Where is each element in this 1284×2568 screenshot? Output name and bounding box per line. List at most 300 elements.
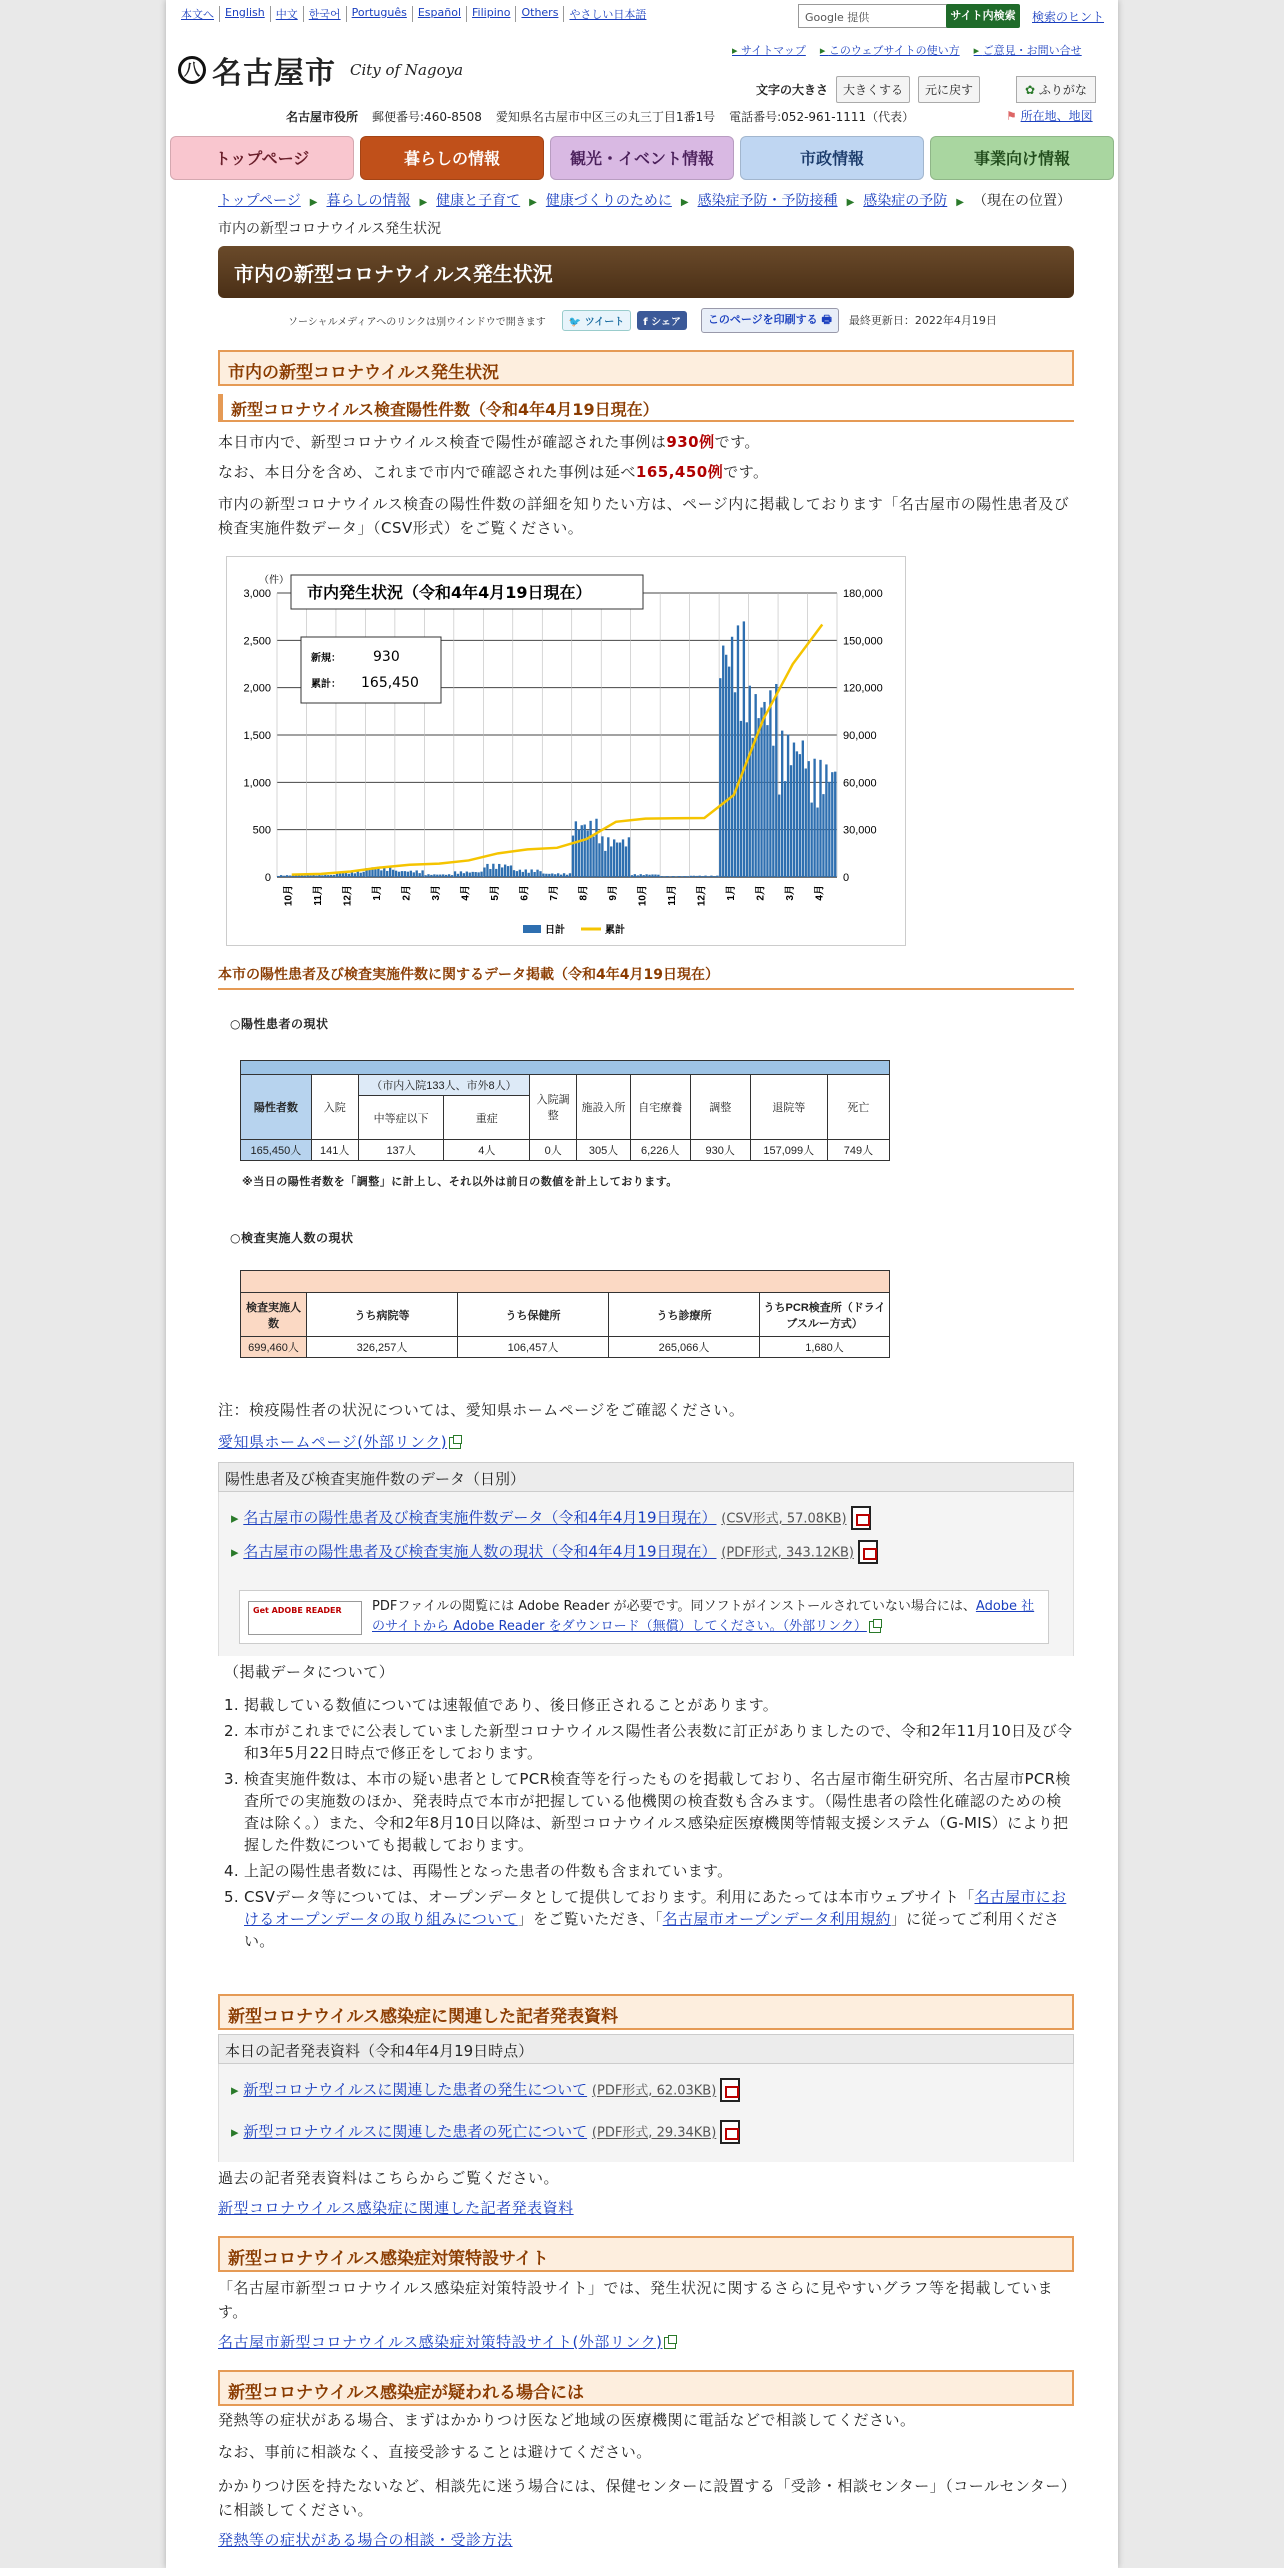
daily-bar: [669, 876, 671, 877]
language-links: [176, 6, 651, 22]
p2a: なお、本日分を含め、これまで市内で確認された事例は延べ: [218, 463, 636, 481]
print-label: このページを印刷する: [707, 312, 818, 326]
section-heading-special: 新型コロナウイルス感染症対策特設サイト: [218, 2236, 1074, 2272]
x-tick-label: 1月: [372, 885, 384, 901]
status-table-wrap: [240, 1060, 890, 1161]
nav-tab-0[interactable]: トップページ: [170, 136, 354, 180]
tests-table-wrap: [240, 1270, 890, 1358]
font-larger-button[interactable]: 大きくする: [836, 76, 910, 103]
daily-bar: [321, 875, 323, 877]
daily-bar: [704, 876, 706, 877]
daily-bar: [566, 875, 568, 877]
press-file2-label: 新型コロナウイルスに関連した患者の死亡について: [243, 2122, 588, 2141]
daily-bar: [645, 874, 647, 877]
daily-bar: [551, 873, 553, 877]
furigana-icon: ✿: [1025, 83, 1036, 97]
y-tick-right: 90,000: [843, 730, 877, 742]
status-value: 0人: [530, 1140, 577, 1161]
daily-bar: [286, 875, 288, 877]
daily-bar: [507, 866, 509, 877]
location-link[interactable]: [1006, 107, 1093, 124]
daily-bar: [701, 876, 703, 877]
special-site-link[interactable]: [218, 2330, 1074, 2354]
office-name: 名古屋市役所: [286, 110, 359, 124]
daily-bar: [545, 874, 547, 877]
daily-bar: [539, 871, 541, 877]
breadcrumb: [218, 188, 1078, 243]
p1a: 本日市内で、新型コロナウイルス検査で陽性が確認された事例は: [218, 433, 667, 451]
x-tick-label: 7月: [549, 885, 560, 901]
daily-bar: [410, 871, 412, 877]
get-adobe-reader-badge[interactable]: [248, 1601, 362, 1635]
global-nav: [170, 136, 1114, 180]
daily-bar: [787, 735, 789, 877]
th-positive: 陽性者数: [241, 1075, 312, 1140]
daily-bar: [454, 871, 456, 877]
status-value: 165,450人: [241, 1140, 312, 1161]
daily-bar: [734, 692, 736, 877]
notes-list: [218, 1694, 1074, 1956]
daily-bar: [743, 621, 745, 877]
x-tick-label: 2月: [401, 885, 413, 901]
daily-bar: [421, 870, 423, 877]
language-link[interactable]: 本文へ: [176, 6, 220, 22]
daily-bar: [575, 821, 577, 877]
daily-bar: [781, 731, 783, 877]
facebook-share-button[interactable]: [637, 311, 687, 330]
notes-title: （掲載データについて）: [224, 1663, 395, 1681]
office-phone: 電話番号:052-961-1111（代表）: [729, 110, 915, 124]
font-reset-button[interactable]: 元に戻す: [918, 76, 980, 103]
language-link[interactable]: English: [220, 6, 271, 22]
x-tick-label: 5月: [490, 885, 502, 901]
page-title: 市内の新型コロナウイルス発生状況: [218, 246, 1074, 298]
y-tick-left: 3,000: [243, 588, 271, 600]
special-text: 「名古屋市新型コロナウイルス感染症対策特設サイト」では、発生状況に関するさらに見やすいグラフ等を掲載しています。: [218, 2279, 1054, 2321]
daily-bar: [610, 846, 612, 877]
daily-bar: [548, 874, 550, 877]
language-link[interactable]: やさしい日本語: [569, 8, 647, 21]
legend-label-cumulative: 累計: [605, 925, 625, 936]
daily-bar: [719, 678, 721, 877]
office-address: 愛知県名古屋市中区三の丸三丁目1番1号: [495, 110, 716, 124]
note-item: [244, 1886, 1074, 1952]
daily-bar: [598, 843, 600, 877]
th-moderate: 中等症以下: [358, 1096, 444, 1140]
search-placeholder: Google 提供: [805, 11, 870, 24]
daily-bar: [304, 876, 306, 877]
aichi-link-label: 愛知県ホームページ(外部リンク): [218, 1433, 448, 1451]
breadcrumb-link[interactable]: 感染症予防・予防接種: [697, 193, 838, 209]
daily-bar: [728, 667, 730, 877]
x-tick-label: 3月: [784, 885, 796, 901]
daily-bar: [324, 875, 326, 877]
last-updated: 最終更新日：2022年4月19日: [848, 314, 997, 327]
daily-bar: [554, 874, 556, 877]
daily-bar: [604, 851, 606, 877]
language-link[interactable]: Português: [347, 6, 413, 22]
consultation-link[interactable]: 発熱等の症状がある場合の相談・受診方法: [218, 2531, 513, 2549]
tests-title: ○検査実施人数の現状: [230, 1231, 354, 1245]
new-value: 930: [373, 649, 400, 665]
daily-bar: [489, 869, 491, 877]
sitemap-link[interactable]: ▸ サイトマップ: [732, 42, 806, 58]
daily-bar: [657, 875, 659, 877]
search-input[interactable]: [798, 4, 948, 28]
daily-bar: [678, 876, 680, 877]
x-tick-label: 1月: [725, 885, 737, 901]
x-tick-label: 4月: [814, 885, 826, 901]
daily-bar: [693, 876, 695, 877]
daily-bar: [483, 867, 485, 877]
daily-bar: [433, 874, 435, 877]
nav-tab-2[interactable]: 観光・イベント情報: [550, 136, 734, 180]
print-button[interactable]: [701, 308, 839, 333]
daily-bar: [354, 873, 356, 877]
th-tests-clinic: うち診療所: [609, 1293, 760, 1337]
daily-bar: [418, 873, 420, 877]
daily-bar: [775, 684, 777, 877]
past-press-link[interactable]: 新型コロナウイルス感染症に関連した記者発表資料: [218, 2199, 574, 2217]
special-site-label: 名古屋市新型コロナウイルス感染症対策特設サイト(外部リンク): [218, 2333, 663, 2351]
daily-bar: [578, 830, 580, 877]
y-tick-left: 1,000: [243, 777, 271, 790]
x-tick-label: 8月: [578, 885, 590, 901]
tests-table: [240, 1270, 890, 1358]
note-item: 3. 検査実施件数は、本市の疑い患者としてPCR検査等を行ったものを掲載しており、名古屋市衛生研究所、名古屋市PCR検査所での実施数のほか、発表時点で本市が把握している他機関の検査数も含みます。（陽性患者の陰性化確認のための検査は除く。）また、令和2年8月10日以降は、新型コロナウイルス感染症医療機関等情報支援システム（G-MIS）により把握した件数についても掲載しております。: [244, 1768, 1074, 1856]
press-files: [218, 2064, 1074, 2162]
daily-bar: [416, 870, 418, 877]
daily-bar: [362, 872, 364, 877]
th-tests-hospital: うち病院等: [307, 1293, 458, 1337]
daily-bar: [360, 873, 362, 877]
daily-bar: [424, 875, 426, 877]
daily-bar: [831, 772, 833, 877]
csv-file-link[interactable]: [231, 1506, 871, 1530]
daily-bar: [725, 655, 727, 877]
printer-icon: 🖶: [821, 312, 832, 326]
map-flag-icon: ⚑: [1006, 109, 1017, 123]
daily-bar: [754, 694, 756, 877]
daily-bar: [480, 872, 482, 877]
adobe-text: [372, 1597, 1042, 1637]
csv-file-label: 名古屋市の陽性患者及び検査実施件数データ（令和4年4月19日現在）: [243, 1508, 717, 1527]
daily-bar: [813, 759, 815, 877]
pdf-file-label: 名古屋市の陽性患者及び検査実施人数の現状（令和4年4月19日現在）: [243, 1542, 717, 1561]
daily-bar: [492, 864, 494, 877]
daily-bar: [825, 764, 827, 877]
daily-bar: [690, 876, 692, 877]
status-value: 4人: [444, 1140, 530, 1161]
daily-bar: [808, 761, 810, 877]
language-link[interactable]: Filipino: [467, 6, 516, 22]
press-file2-link[interactable]: [231, 2120, 740, 2144]
x-tick-label: 11月: [666, 885, 678, 906]
daily-bar: [713, 876, 715, 877]
daily-bar: [619, 843, 621, 877]
breadcrumb-current: （現在の位置）市内の新型コロナウイルス発生状況: [218, 193, 1071, 237]
page: [166, 0, 1118, 2568]
aichi-link[interactable]: [218, 1430, 1074, 1454]
open-data-link[interactable]: 名古屋市におけるオープンデータの取り組みについて: [244, 1888, 1067, 1928]
daily-bar: [342, 873, 344, 877]
daily-bar: [625, 846, 627, 877]
breadcrumb-link[interactable]: トップページ: [218, 193, 301, 209]
daily-bar: [589, 821, 591, 877]
daily-bar: [819, 760, 821, 877]
daily-bar: [772, 746, 774, 877]
status-value: 141人: [311, 1140, 358, 1161]
daily-bar: [607, 837, 609, 877]
daily-bar: [595, 819, 597, 877]
x-tick-label: 10月: [283, 885, 295, 907]
today-count: 930例: [666, 433, 715, 451]
summary-box: [301, 637, 441, 703]
daily-bar: [737, 625, 739, 877]
press-file1-meta: (PDF形式, 62.03KB): [591, 2083, 717, 2099]
daily-bar: [533, 872, 535, 877]
howto-link[interactable]: ▸ このウェブサイトの使い方: [820, 42, 960, 58]
daily-bar: [778, 795, 780, 877]
breadcrumb-separator-icon: ▶: [680, 197, 689, 208]
daily-bar: [436, 875, 438, 877]
x-tick-label: 11月: [313, 885, 325, 906]
daily-bar: [460, 871, 462, 877]
daily-bar: [802, 740, 804, 877]
daily-bar: [749, 686, 751, 877]
daily-bar: [698, 876, 700, 877]
daily-bar: [280, 875, 282, 877]
search-hint-link[interactable]: 検索のヒント: [1032, 10, 1105, 24]
daily-bar: [357, 871, 359, 877]
note5b: 」をご覧いただき、「: [517, 1910, 663, 1928]
daily-bar: [427, 874, 429, 877]
press-file1-link[interactable]: [231, 2078, 740, 2102]
tweet-button[interactable]: [562, 310, 631, 331]
daily-bar: [616, 843, 618, 877]
daily-bar: [784, 781, 786, 877]
daily-bar: [581, 825, 583, 877]
daily-bar: [654, 874, 656, 877]
daily-bar: [740, 721, 742, 877]
font-size-control: [756, 76, 980, 103]
y-tick-right: 0: [843, 872, 850, 884]
status-value: 137人: [358, 1140, 444, 1161]
th-adjust-hosp: 入院調整: [530, 1075, 577, 1140]
daily-bar: [681, 876, 683, 877]
daily-bar: [822, 794, 824, 877]
daily-bar: [760, 708, 762, 877]
daily-bar: [522, 872, 524, 877]
daily-bar: [757, 718, 759, 877]
external-link-icon: [869, 1621, 881, 1633]
furigana-button[interactable]: [1016, 76, 1096, 103]
daily-bar: [731, 637, 733, 877]
daily-bar: [746, 722, 748, 877]
nav-tab-3[interactable]: 市政情報: [740, 136, 924, 180]
daily-bar: [769, 690, 771, 877]
total-count: 165,450例: [635, 463, 724, 481]
status-title: ○陽性患者の現状: [230, 1017, 329, 1031]
location-link-label: 所在地、地図: [1020, 109, 1093, 123]
covid-chart: [227, 557, 905, 945]
daily-bar: [330, 875, 332, 877]
daily-bar: [392, 870, 394, 877]
daily-bar: [560, 875, 562, 877]
contact-link[interactable]: ▸ ご意見・お問い合せ: [974, 42, 1082, 58]
daily-bar: [799, 754, 801, 877]
x-tick-label: 12月: [696, 885, 708, 907]
y-tick-right: 150,000: [843, 635, 883, 648]
daily-bar: [642, 875, 644, 877]
csv-hint-text: 市内の新型コロナウイルス検査の陽性件数の詳細を知りたい方は、ページ内に掲載しております「名古屋市の陽性患者及び検査実施件数データ」（CSV形式）をご覧ください。: [218, 495, 1070, 537]
daily-bar: [389, 867, 391, 877]
daily-bar: [663, 876, 665, 877]
daily-bar: [834, 772, 836, 877]
total-value: 165,450: [361, 675, 419, 691]
daily-bar: [525, 869, 527, 877]
status-value: 930人: [690, 1140, 750, 1161]
daily-bar: [696, 876, 698, 877]
tweet-label: ツイート: [584, 316, 625, 328]
twitter-icon: 🐦: [568, 316, 582, 328]
y-tick-left: 2,000: [243, 682, 271, 695]
chart-title: 市内発生状況（令和4年4月19日現在）: [307, 583, 592, 602]
daily-bar: [283, 876, 285, 877]
daily-bar: [793, 743, 795, 877]
th-home: 自宅療養: [630, 1075, 690, 1140]
open-data-terms-link[interactable]: 名古屋市オープンデータ利用規約: [662, 1910, 891, 1928]
language-link[interactable]: 中文: [271, 6, 304, 22]
daily-bar: [333, 875, 335, 877]
daily-bar: [469, 873, 471, 877]
breadcrumb-separator-icon: ▶: [529, 197, 537, 208]
daily-bar: [463, 873, 465, 877]
x-tick-label: 12月: [342, 885, 354, 907]
daily-bar: [569, 873, 571, 877]
daily-bar: [613, 839, 615, 877]
th-hospital-detail: （市内入院133人、市外8人）: [358, 1075, 529, 1096]
nav-tab-4[interactable]: 事業向け情報: [930, 136, 1114, 180]
daily-bar: [805, 769, 807, 877]
city-emblem-icon: 八: [178, 56, 206, 84]
site-logo[interactable]: [178, 48, 463, 92]
y-tick-left: 1,500: [243, 730, 271, 742]
office-info: [286, 108, 914, 125]
daily-bar: [584, 825, 586, 877]
adobe-download-link[interactable]: Adobe 社のサイトから Adobe Reader をダウンロード（無償）してください。（外部リンク）: [372, 1599, 1035, 1634]
daily-bar: [672, 876, 674, 877]
p1b: です。: [714, 433, 760, 451]
subheading-positives: 新型コロナウイルス検査陽性件数（令和4年4月19日現在）: [218, 394, 1074, 422]
y-tick-right: 120,000: [843, 682, 883, 695]
daily-bar: [810, 803, 812, 877]
external-link-icon: [664, 2337, 676, 2349]
daily-bar: [716, 876, 718, 877]
th-death: 死亡: [827, 1075, 889, 1140]
daily-bar: [563, 873, 565, 877]
font-size-label: 文字の大きさ: [756, 83, 829, 97]
suspected-p1: 発熱等の症状がある場合、まずはかかりつけ医など地域の医療機関に電話などで相談してください。: [218, 2411, 916, 2429]
tests-value: 106,457人: [458, 1337, 609, 1358]
daily-bar: [722, 646, 724, 877]
daily-bar: [445, 875, 447, 877]
tests-value: 1,680人: [760, 1337, 890, 1358]
nav-tab-1[interactable]: 暮らしの情報: [360, 136, 544, 180]
daily-bar: [439, 875, 441, 877]
y-tick-right: 30,000: [843, 824, 877, 837]
th-discharged: 退院等: [750, 1075, 827, 1140]
breadcrumb-link[interactable]: 健康づくりのために: [545, 193, 672, 209]
daily-bar: [398, 872, 400, 877]
daily-bar: [790, 765, 792, 877]
language-link[interactable]: Español: [413, 6, 467, 22]
pdf-icon: [720, 2078, 740, 2102]
daily-bar: [413, 872, 415, 877]
legend-swatch-daily: [523, 925, 541, 933]
th-facility: 施設入所: [577, 1075, 631, 1140]
social-notice: ソーシャルメディアへのリンクは別ウインドウで開きます: [288, 316, 546, 328]
daily-bar: [430, 875, 432, 877]
daily-bar: [828, 782, 830, 877]
adobe-text-label: PDFファイルの閲覧には Adobe Reader が必要です。同ソフトがインストールされていない場合には、: [372, 1599, 976, 1614]
breadcrumb-link[interactable]: 暮らしの情報: [326, 193, 411, 209]
breadcrumb-link[interactable]: 感染症の予防: [863, 193, 948, 209]
th-adjust: 調整: [690, 1075, 750, 1140]
th-hospital: 入院: [311, 1075, 358, 1140]
daily-bar: [477, 872, 479, 877]
daily-bar: [519, 870, 521, 877]
daily-bar: [710, 876, 712, 877]
daily-bar: [501, 867, 503, 877]
status-value: 157,099人: [750, 1140, 827, 1161]
breadcrumb-link[interactable]: 健康と子育て: [436, 193, 521, 209]
status-note: ※当日の陽性者数を「調整」に計上し、それ以外は前日の数値を計上しております。: [242, 1175, 678, 1188]
quarantine-note: 注：検疫陽性者の状況については、愛知県ホームページをご確認ください。: [218, 1401, 745, 1419]
daily-bar: [675, 876, 677, 877]
daily-bar: [601, 836, 603, 877]
utility-links: [732, 42, 1082, 58]
y-axis-label: （件）: [259, 575, 289, 586]
share-label: シェア: [651, 316, 681, 328]
daily-bar: [404, 871, 406, 877]
note-item: 1. 掲載している数値については速報値であり、後日修正されることがあります。: [244, 1694, 1074, 1716]
x-tick-label: 9月: [607, 885, 619, 901]
daily-bar: [684, 876, 686, 877]
pdf-file-link[interactable]: [231, 1540, 878, 1564]
x-tick-label: 6月: [519, 885, 531, 901]
status-value: 6,226人: [630, 1140, 690, 1161]
press-file1-label: 新型コロナウイルスに関連した患者の発生について: [243, 2080, 588, 2099]
daily-bar: [648, 875, 650, 877]
chart-container: [226, 556, 906, 946]
tests-value: 699,460人: [241, 1337, 307, 1358]
pdf-file-meta: (PDF形式, 343.12KB): [721, 1545, 854, 1561]
daily-bar: [277, 876, 279, 877]
language-link[interactable]: 한국어: [304, 6, 347, 22]
pdf-icon: [720, 2120, 740, 2144]
note-item: 4. 上記の陽性患者数には、再陽性となった患者の件数も含まれています。: [244, 1860, 1074, 1882]
breadcrumb-separator-icon: ▶: [956, 197, 964, 208]
search-button[interactable]: サイト内検索: [946, 4, 1020, 28]
daily-bar: [557, 873, 559, 877]
daily-bar: [315, 876, 317, 877]
daily-bar: [442, 874, 444, 877]
furigana-label: ふりがな: [1038, 83, 1087, 97]
daily-bar: [752, 738, 754, 877]
x-tick-label: 2月: [755, 885, 767, 901]
language-link[interactable]: Others: [516, 6, 564, 22]
